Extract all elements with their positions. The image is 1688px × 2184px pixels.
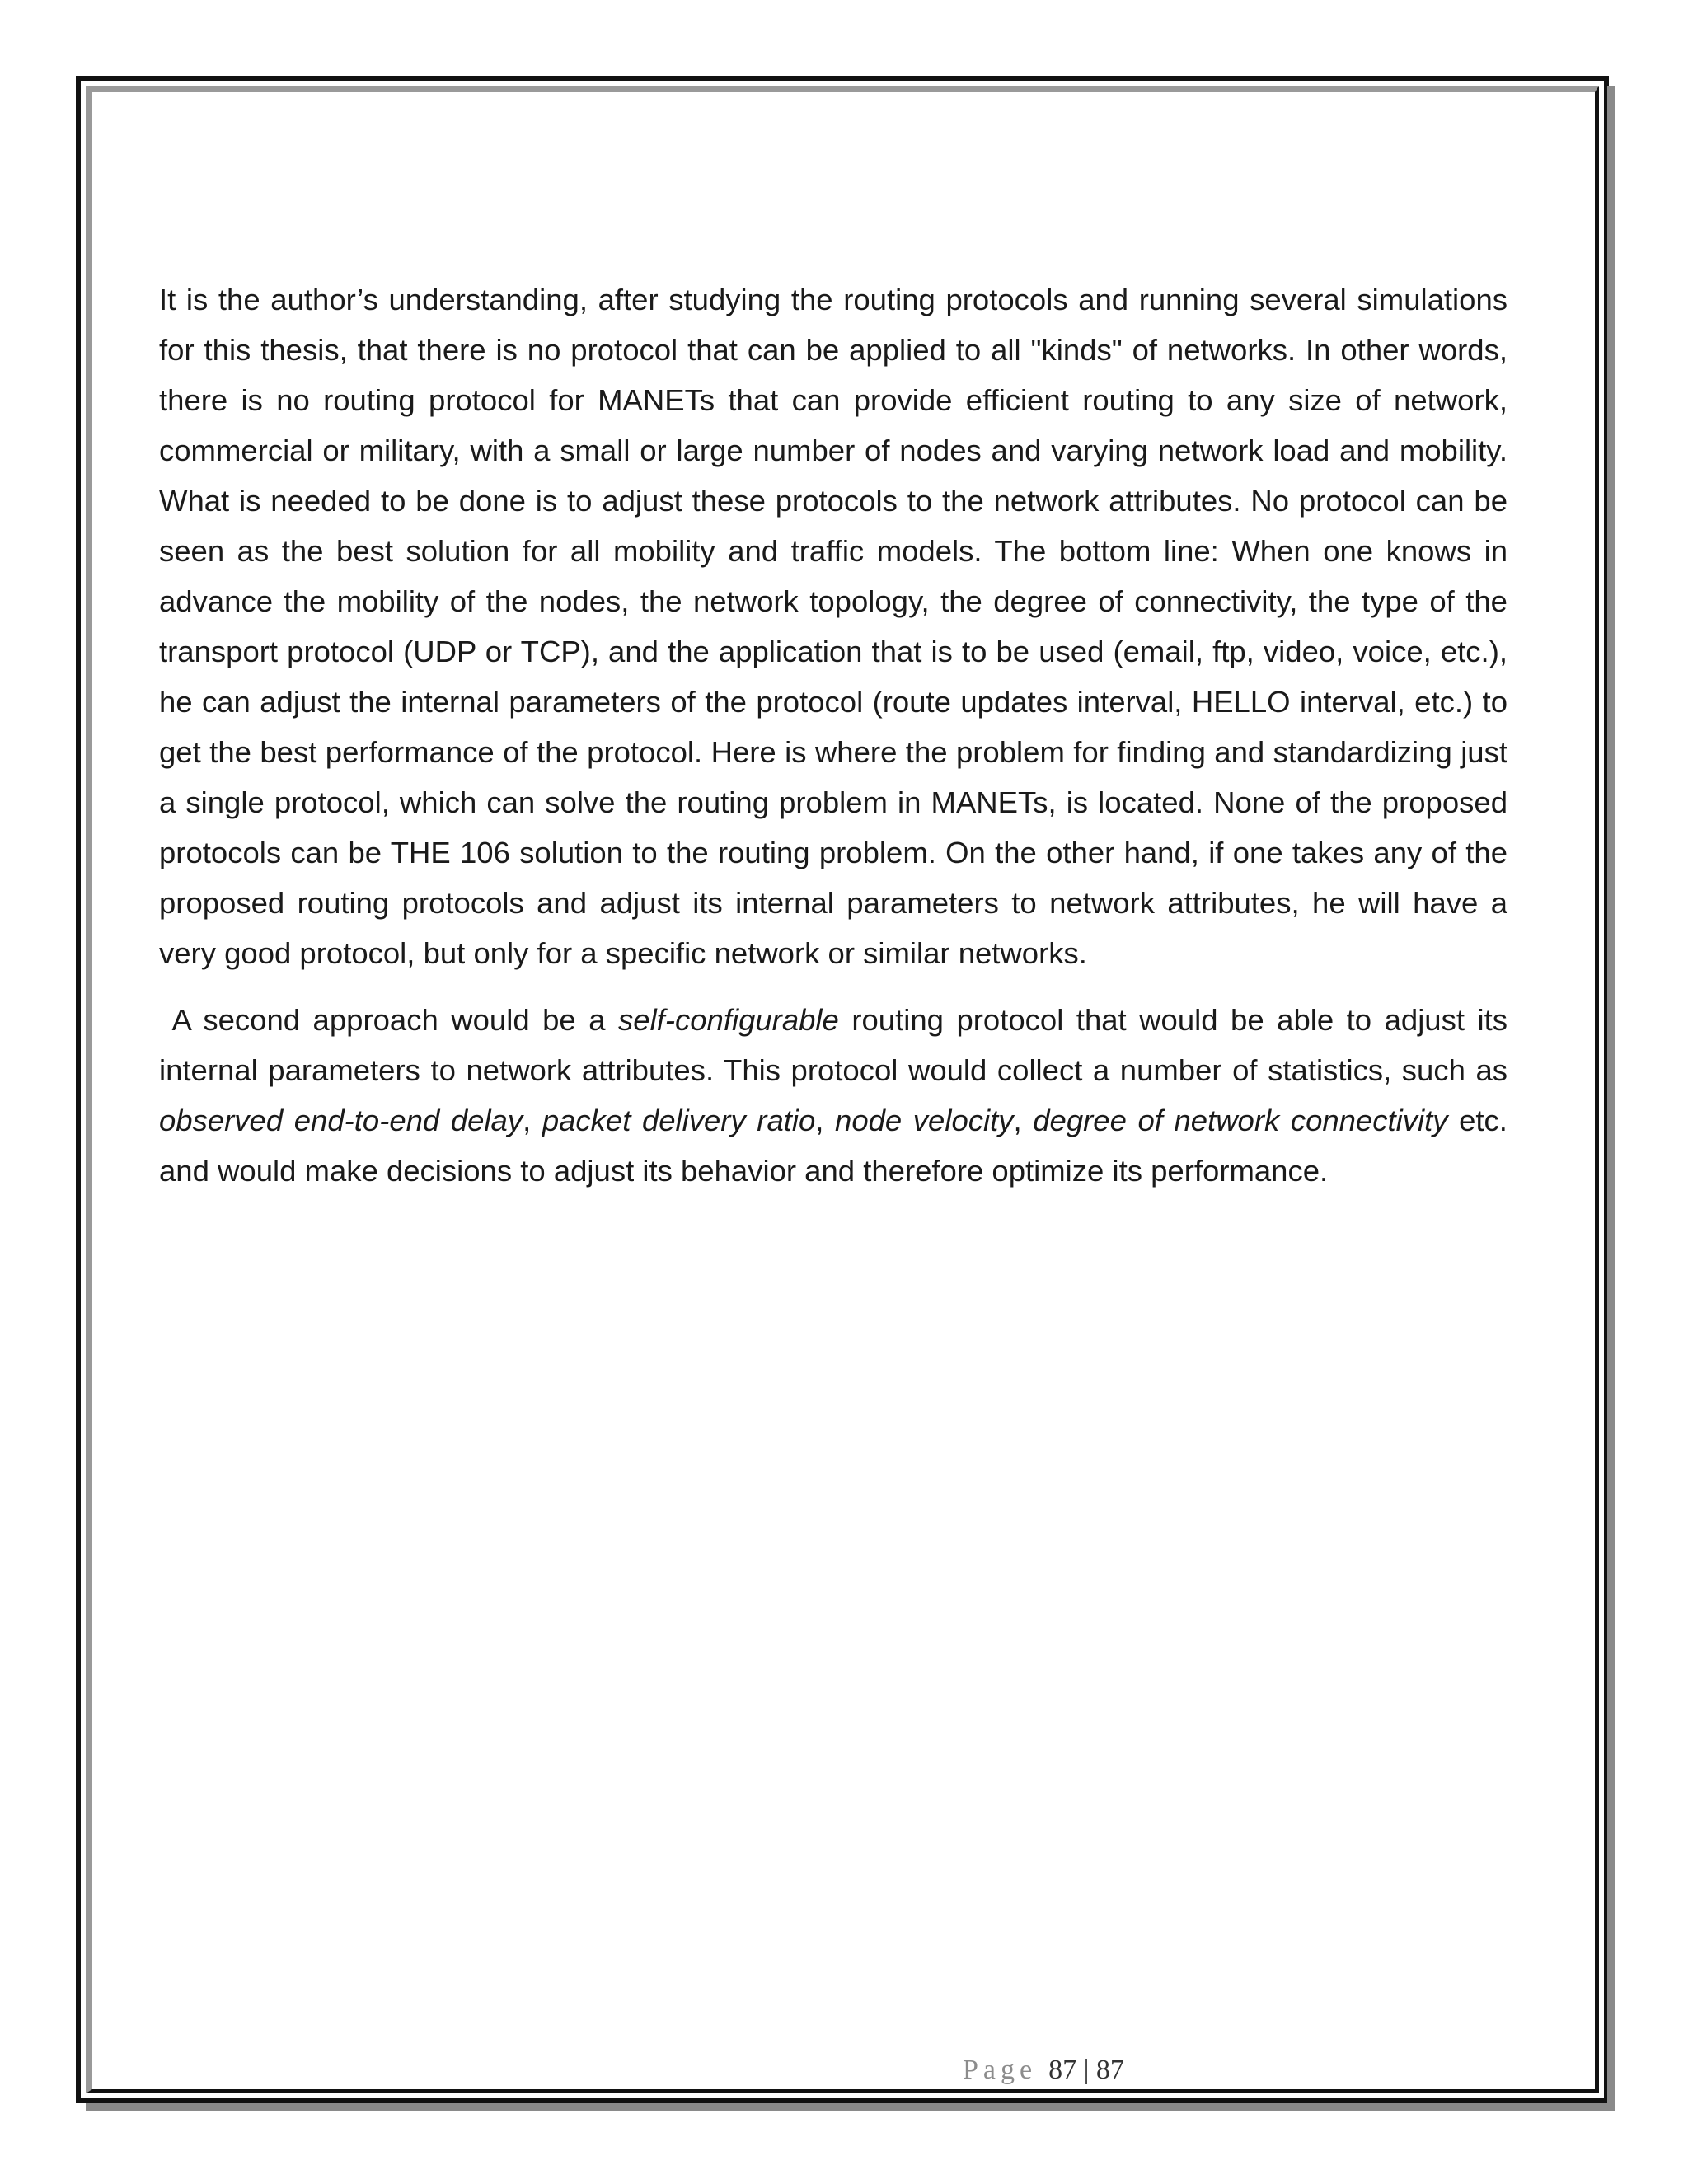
page-footer — [963, 2055, 1124, 2086]
paragraph-2-text-3: , — [523, 1104, 542, 1137]
paragraph-2-italic-1: self-configurable — [618, 1003, 839, 1037]
page-label: Page — [963, 2055, 1038, 2085]
paragraph-2 — [159, 995, 1507, 1196]
paragraph-2-italic-5: degree of network connectivity — [1033, 1104, 1448, 1137]
paragraph-2-text-1: A second approach would be a — [171, 1003, 619, 1037]
paragraph-2-italic-2: observed end-to-end delay — [159, 1104, 523, 1137]
page-number: 87 | 87 — [1048, 2055, 1124, 2085]
paragraph-2-text-5: , — [1013, 1104, 1034, 1137]
paragraph-1: It is the author’s understanding, after studying the routing protocols and running several simulations for this thesis, that there is no protocol that can be applied to all "kinds" of networks. In other words, there is no routing protocol for MANETs that can provide efficient routing to any size of network, commercial or military, with a small or large number of nodes and varying network load and mobility. What is needed to be done is to adjust these protocols to the network attributes. No protocol can be seen as the best solution for all mobility and traffic models. The bottom line: When one knows in advance the mobility of the nodes, the network topology, the degree of connectivity, the type of the transport protocol (UDP or TCP), and the application that is to be used (email, ftp, video, voice, etc.), he can adjust the internal parameters of the protocol (route updates interval, HELLO interval, etc.) to get the best performance of the protocol. Here is where the problem for finding and standardizing just a single protocol, which can solve the routing problem in MANETs, is located. None of the proposed protocols can be THE 106 solution to the routing problem. On the other hand, if one takes any of the proposed routing protocols and adjust its internal parameters to network attributes, he will have a very good protocol, but only for a specific network or similar networks. — [159, 283, 1507, 970]
paragraph-2-italic-4: node velocity — [835, 1104, 1014, 1137]
paragraph-2-text-4: , — [815, 1104, 836, 1137]
paragraph-2-text-6: etc. and would make decisions to adjust its behavior and therefore optimize its performance. — [159, 1104, 1507, 1188]
paragraph-2-text-2: routing protocol that would be able to adjust its internal parameters to network attributes. This protocol would collect a number of statistics, such as — [159, 1003, 1507, 1087]
document-body — [159, 274, 1507, 1196]
paragraph-2-italic-3: packet delivery ratio — [542, 1104, 816, 1137]
